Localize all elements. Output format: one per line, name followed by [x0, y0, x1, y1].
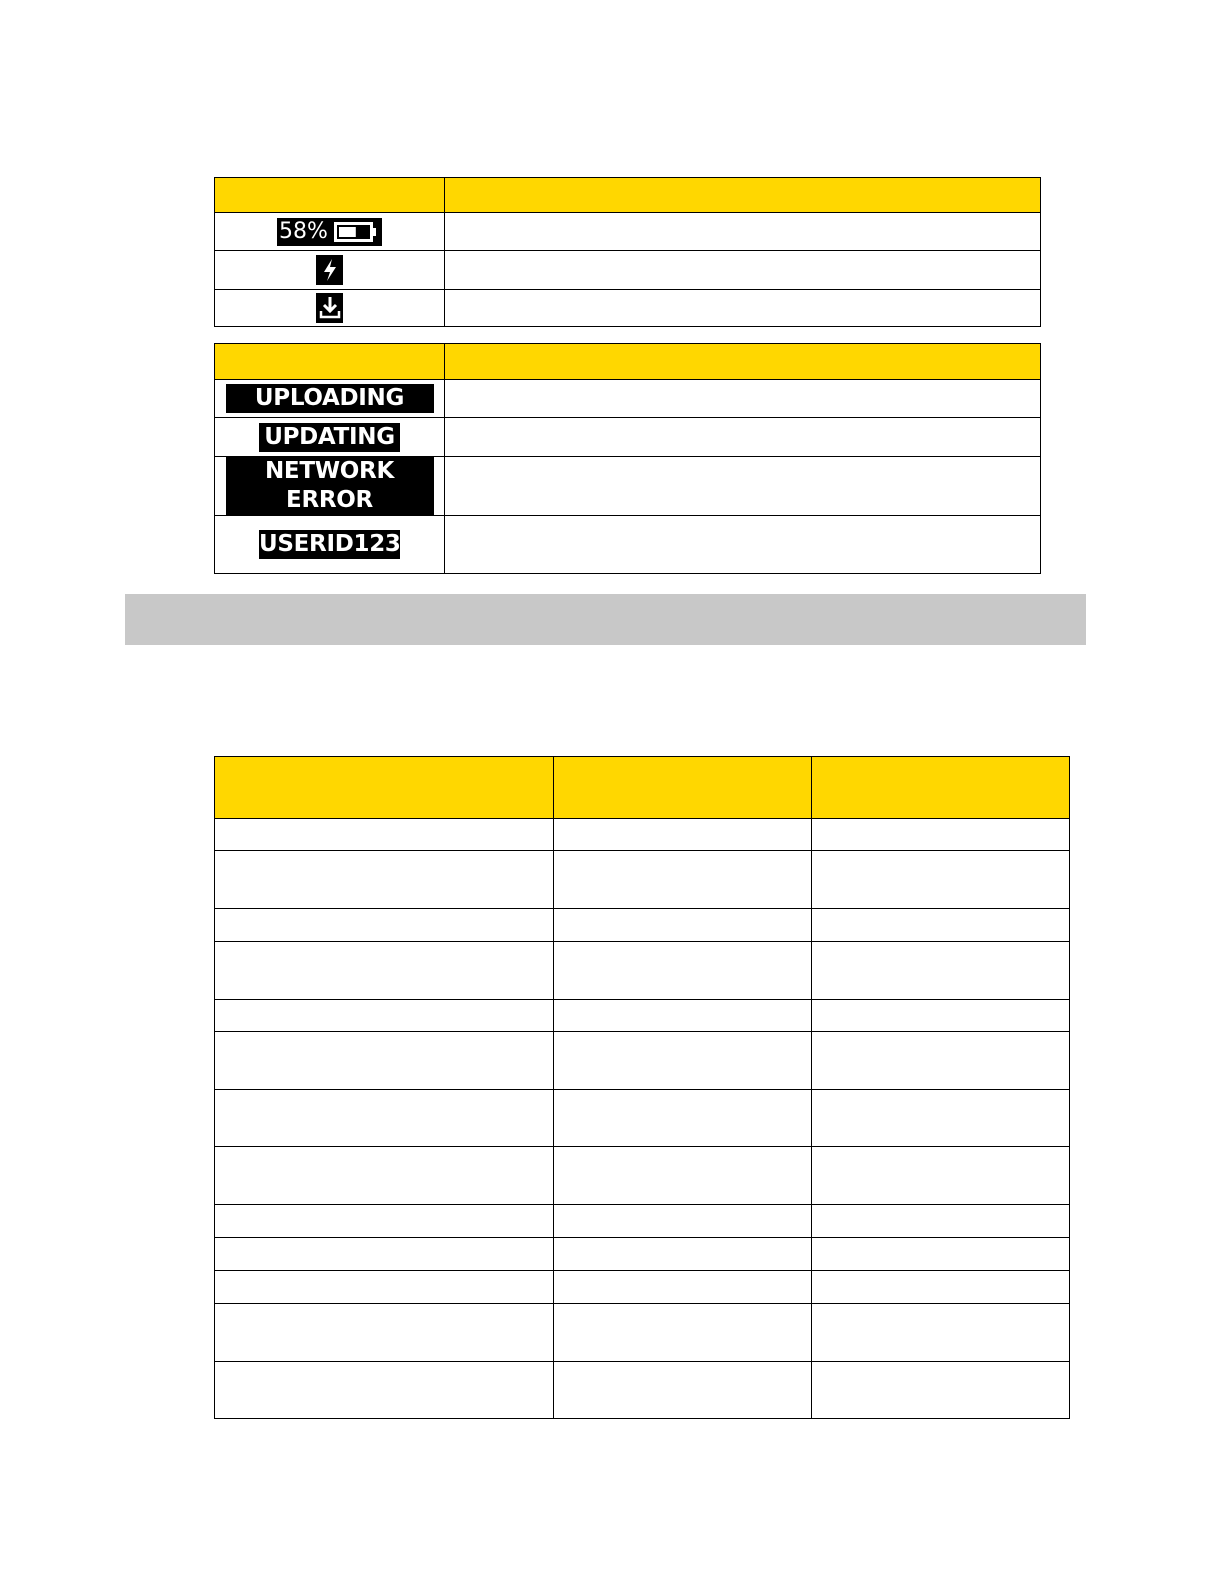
- table-row: [215, 1362, 1070, 1419]
- table-row: [215, 251, 1041, 290]
- header-cell: [215, 344, 445, 380]
- lightning-bolt-icon: [316, 255, 343, 285]
- table-row: [215, 942, 1070, 1000]
- table-row: [215, 380, 1041, 418]
- table-row: [215, 909, 1070, 942]
- table-cell: [215, 819, 554, 851]
- table-cell: [215, 1032, 554, 1090]
- table-cell: [215, 1147, 554, 1205]
- table-row: [215, 1090, 1070, 1147]
- table-cell: [554, 909, 812, 942]
- description-cell: [445, 418, 1041, 457]
- table-row: [215, 1271, 1070, 1304]
- table-header-row: [215, 178, 1041, 213]
- table-cell: [554, 1032, 812, 1090]
- download-cell: [215, 290, 445, 327]
- icon-legend-table: [214, 177, 1041, 327]
- table-cell: [215, 1238, 554, 1271]
- table-cell: [215, 851, 554, 909]
- table-cell: [812, 819, 1070, 851]
- table-cell: [812, 1304, 1070, 1362]
- table-header-row: [215, 344, 1041, 380]
- specification-table: [214, 756, 1070, 1419]
- table-cell: [554, 1000, 812, 1032]
- table-row: [215, 1304, 1070, 1362]
- table-cell: [215, 1205, 554, 1238]
- table-row: [215, 418, 1041, 457]
- table-cell: [812, 1238, 1070, 1271]
- download-icon: [316, 293, 343, 323]
- description-cell: [445, 290, 1041, 327]
- section-heading-band: [125, 594, 1086, 645]
- description-cell: [445, 380, 1041, 418]
- header-cell: [812, 757, 1070, 819]
- table-cell: [215, 1362, 554, 1419]
- updating-badge: UPDATING: [259, 423, 400, 452]
- table-cell: [812, 1271, 1070, 1304]
- table-row: [215, 851, 1070, 909]
- table-row: [215, 290, 1041, 327]
- battery-percent: 58%: [279, 219, 328, 244]
- table-cell: [554, 1271, 812, 1304]
- header-cell: [445, 344, 1041, 380]
- table-row: [215, 457, 1041, 516]
- table-cell: [812, 1362, 1070, 1419]
- battery-status-badge: [277, 218, 382, 246]
- description-cell: [445, 251, 1041, 290]
- table-cell: [554, 1147, 812, 1205]
- table-cell: [215, 1271, 554, 1304]
- header-cell: [554, 757, 812, 819]
- table-row: [215, 1205, 1070, 1238]
- header-cell: [215, 178, 445, 213]
- table-row: [215, 213, 1041, 251]
- table-row: [215, 1238, 1070, 1271]
- status-cell: [215, 516, 445, 574]
- description-cell: [445, 213, 1041, 251]
- table-cell: [554, 1238, 812, 1271]
- table-cell: [554, 819, 812, 851]
- status-cell: [215, 418, 445, 457]
- table-cell: [812, 851, 1070, 909]
- table-cell: [554, 851, 812, 909]
- status-cell: [215, 457, 445, 516]
- table-cell: [554, 1205, 812, 1238]
- battery-icon: [334, 221, 378, 243]
- header-cell: [215, 757, 554, 819]
- uploading-badge: UPLOADING: [226, 384, 434, 413]
- table-cell: [554, 1362, 812, 1419]
- header-cell: [445, 178, 1041, 213]
- table-cell: [812, 1032, 1070, 1090]
- table-cell: [215, 1000, 554, 1032]
- table-cell: [554, 1304, 812, 1362]
- description-cell: [445, 457, 1041, 516]
- table-row: [215, 516, 1041, 574]
- table-cell: [554, 942, 812, 1000]
- table-cell: [215, 1304, 554, 1362]
- table-cell: [812, 1147, 1070, 1205]
- table-cell: [215, 942, 554, 1000]
- charging-cell: [215, 251, 445, 290]
- status-legend-table: [214, 343, 1041, 574]
- table-header-row: [215, 757, 1070, 819]
- table-cell: [812, 1090, 1070, 1147]
- table-cell: [812, 942, 1070, 1000]
- table-cell: [554, 1090, 812, 1147]
- table-row: [215, 1032, 1070, 1090]
- table-cell: [812, 909, 1070, 942]
- network-error-badge: NETWORK ERROR: [226, 457, 434, 515]
- status-cell: [215, 380, 445, 418]
- table-row: [215, 819, 1070, 851]
- description-cell: [445, 516, 1041, 574]
- table-cell: [215, 1090, 554, 1147]
- battery-fill: [339, 227, 356, 237]
- table-row: [215, 1147, 1070, 1205]
- table-cell: [812, 1000, 1070, 1032]
- userid-badge: USERID123: [259, 531, 401, 557]
- table-cell: [812, 1205, 1070, 1238]
- battery-cell: [215, 213, 445, 251]
- table-cell: [215, 909, 554, 942]
- table-row: [215, 1000, 1070, 1032]
